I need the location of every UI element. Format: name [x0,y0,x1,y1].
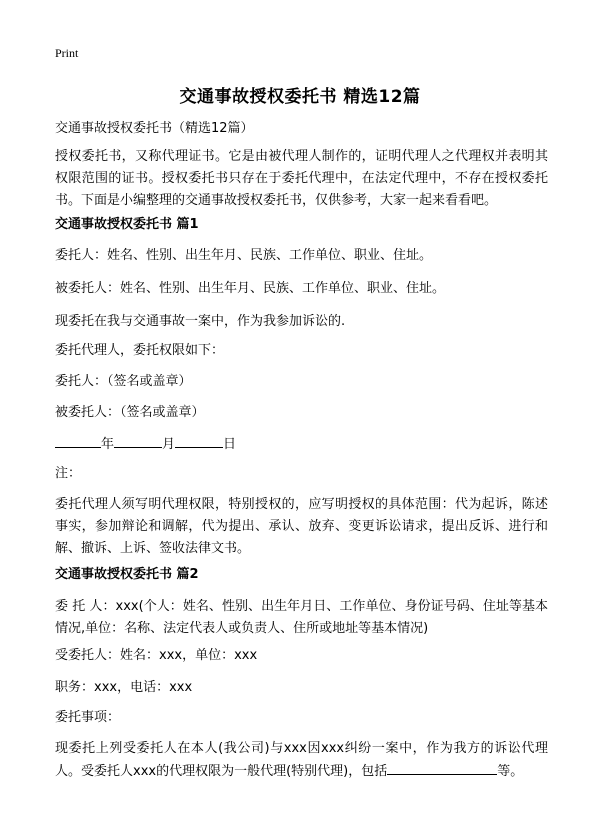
day-blank [175,433,223,448]
section-1-entrust: 现委托在我与交通事故一案中，作为我参加诉讼的. [55,314,346,329]
year-blank [55,433,101,448]
section-2-principal: 委 托 人：xxx(个人：姓名、性别、出生年月日、工作单位、身份证号码、住址等基本情况,单位：名称、法定代表人或负责人、住所或地址等基本情况) [55,599,548,636]
section-1-note-text: 委托代理人须写明代理权限，特别授权的，应写明授权的具体范围：代为起诉，陈述事实，参加辩论和调解，代为提出、承认、放弃、变更诉讼请求，提出反诉、进行和解、撤诉、上诉、签收法律文书。 [55,497,548,556]
year-label: 年 [101,437,115,452]
section-1-principal-sign: 委托人：（签名或盖章） [55,374,192,389]
section-1-agent: 被委托人：姓名、性别、出生年月、民族、工作单位、职业、住址。 [55,281,446,296]
day-label: 日 [223,437,237,452]
section-2-entrust-text: 现委托上列受委托人在本人(我公司)与xxx因xxx纠纷一案中，作为我方的诉讼代理人。受委托人xxx的代理权限为一般代理(特别代理)，包括 [55,741,548,779]
entrust-blank [387,760,497,775]
section-1-note-label: 注： [55,466,82,481]
intro-paragraph: 授权委托书，又称代理证书。它是由被代理人制作的，证明代理人之代理权并表明其权限范围的证书。授权委托书只存在于委托代理中，在法定代理中，不存在授权委托书。下面是小编整理的交通事故授权委托书，仅供参考，大家一起来看看吧。 [55,149,548,208]
print-link[interactable]: Print [55,46,79,60]
section-1-heading: 交通事故授权委托书 篇1 [55,217,199,232]
section-1-principal: 委托人：姓名、性别、出生年月、民族、工作单位、职业、住址。 [55,248,433,263]
section-1-scope: 委托代理人，委托权限如下： [55,343,225,358]
section-1-date-line [55,433,555,456]
document-subtitle: 交通事故授权委托书（精选12篇） [55,121,254,136]
section-2-heading: 交通事故授权委托书 篇2 [55,567,199,582]
month-label: 月 [162,437,176,452]
section-2-position: 职务：xxx，电话：xxx [55,680,193,695]
page-title: 交通事故授权委托书 精选12篇 [179,87,421,107]
section-2-entrust-end: 等。 [497,764,524,779]
month-blank [114,433,162,448]
section-2-matters: 委托事项： [55,710,121,725]
section-1-agent-sign: 被委托人：（签名或盖章） [55,405,205,420]
section-2-agent: 受委托人：姓名：xxx，单位：xxx [55,648,258,663]
section-2-entrust [55,738,548,783]
